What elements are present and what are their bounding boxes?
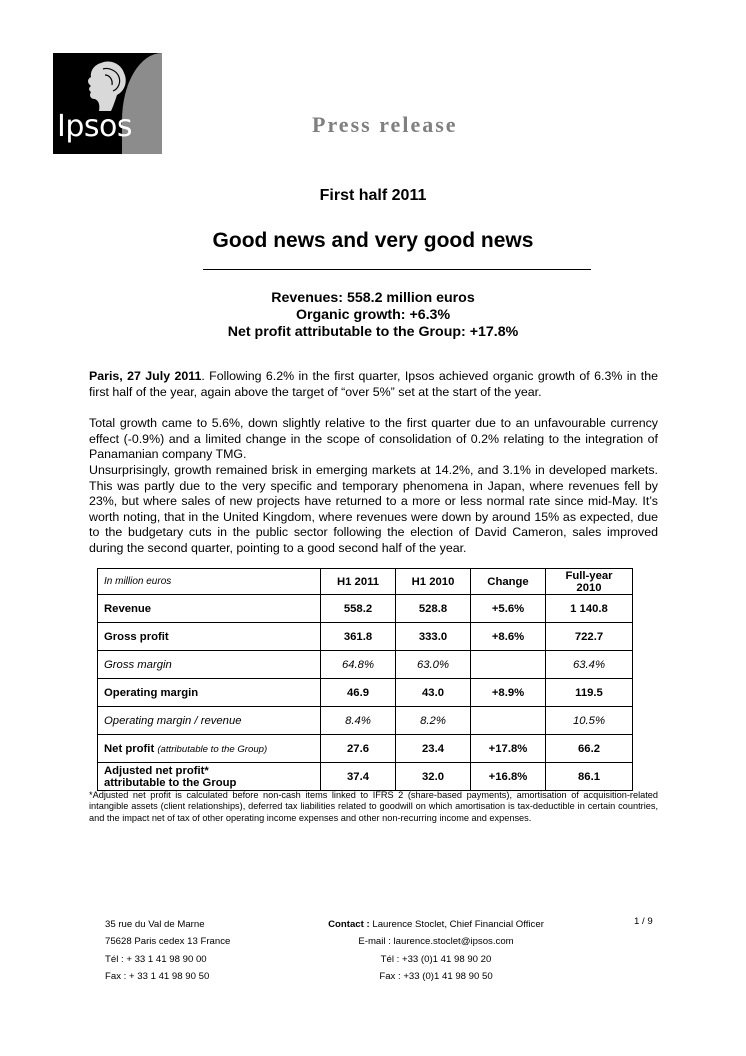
logo-wordmark: Ipsos <box>57 109 133 144</box>
paragraph-total-growth: Total growth came to 5.6%, down slightly relative to the first quarter due to an unfavourable currency effect (-0.9%) and a limited change in the scope of consolidation of 0.2% relating to the integration of Panamanian company TMG. <box>89 416 658 462</box>
contact-fax: Fax : +33 (0)1 41 98 90 50 <box>379 970 493 982</box>
table-row <box>98 651 633 679</box>
table-cell: +8.6% <box>471 623 546 651</box>
table-cell: 66.2 <box>546 735 633 763</box>
headline: Good news and very good news <box>212 229 534 252</box>
table-cell: 27.6 <box>321 735 396 763</box>
contact-tel: Tél : +33 (0)1 41 98 90 20 <box>380 953 492 965</box>
table-cell: 119.5 <box>546 679 633 707</box>
table-cell: +5.6% <box>471 595 546 623</box>
contact-email[interactable]: E-mail : laurence.stoclet@ipsos.com <box>358 936 514 948</box>
contact-line <box>300 916 572 933</box>
table-header-cell: H1 2010 <box>396 569 471 595</box>
address-line: Fax : + 33 1 41 98 90 50 <box>105 970 210 982</box>
table-cell: +16.8% <box>471 763 546 791</box>
table-cell: 32.0 <box>396 763 471 791</box>
table-cell: 86.1 <box>546 763 633 791</box>
table-cell: 361.8 <box>321 623 396 651</box>
table-cell: 63.4% <box>546 651 633 679</box>
table-footnote: *Adjusted net profit is calculated before non-cash items linked to IFRS 2 (share-based payments), amortisation of acquisition-related intangible assets (client relationships), deferred tax liabilities related to goodwill on which amortisation is tax-deductible in certain countries, and the impact net of tax of other operating income expenses and other non-recurring income and expenses. <box>89 790 658 823</box>
period-title: First half 2011 <box>319 187 427 204</box>
address-line: 75628 Paris cedex 13 France <box>105 936 231 948</box>
table-cell: 1 140.8 <box>546 595 633 623</box>
table-cell: 46.9 <box>321 679 396 707</box>
table-cell <box>471 651 546 679</box>
table-cell: +17.8% <box>471 735 546 763</box>
row-label: Operating margin <box>98 679 321 707</box>
table-row <box>98 707 633 735</box>
row-label-line2: attributable to the Group <box>104 776 237 789</box>
table-row <box>98 679 633 707</box>
financial-table <box>97 568 633 791</box>
row-label: Operating margin / revenue <box>98 707 321 735</box>
contact-label: Contact : <box>328 919 370 930</box>
table-cell: 23.4 <box>396 735 471 763</box>
table-row <box>98 763 633 791</box>
table-header-cell: H1 2011 <box>321 569 396 595</box>
table-header-cell: Change <box>471 569 546 595</box>
tree-head-icon <box>81 59 129 111</box>
table-cell: 37.4 <box>321 763 396 791</box>
address-line: 35 rue du Val de Marne <box>105 919 205 930</box>
table-cell: 43.0 <box>396 679 471 707</box>
title-divider <box>203 269 591 270</box>
table-cell: 63.0% <box>396 651 471 679</box>
row-label <box>98 763 321 791</box>
address-line: Tél : + 33 1 41 98 90 00 <box>105 953 207 965</box>
table-cell: 8.2% <box>396 707 471 735</box>
press-release-label: Press release <box>312 112 458 137</box>
table-header-cell: In million euros <box>98 569 321 595</box>
footer-contact <box>300 916 572 985</box>
table-row <box>98 595 633 623</box>
table-row <box>98 623 633 651</box>
table-cell: +8.9% <box>471 679 546 707</box>
row-label <box>98 735 321 763</box>
row-label: Gross profit <box>98 623 321 651</box>
page-number: 1 / 9 <box>634 916 653 927</box>
table-cell: 8.4% <box>321 707 396 735</box>
highlight-revenues: Revenues: 558.2 million euros <box>271 290 475 306</box>
paragraph-intro <box>89 369 658 400</box>
table-cell: 528.8 <box>396 595 471 623</box>
footer-address <box>105 916 230 985</box>
row-label-main: Net profit <box>104 742 155 755</box>
highlight-organic-growth: Organic growth: +6.3% <box>295 307 451 323</box>
intro-text: . Following 6.2% in the first quarter, Ipsos achieved organic growth of 6.3% in the first half of the year, again above the target of “over 5%” set at the start of the year. <box>89 369 658 399</box>
ipsos-logo <box>53 53 162 154</box>
table-cell: 558.2 <box>321 595 396 623</box>
table-cell: 722.7 <box>546 623 633 651</box>
row-label: Gross margin <box>98 651 321 679</box>
highlight-net-profit: Net profit attributable to the Group: +17.8% <box>227 324 519 340</box>
table-header-cell: Full-year 2010 <box>546 569 633 595</box>
row-label-note: (attributable to the Group) <box>157 743 268 755</box>
contact-name: Laurence Stoclet, Chief Financial Officer <box>369 919 544 930</box>
row-label-main: Adjusted net profit* <box>104 764 209 777</box>
paragraph-markets: Unsurprisingly, growth remained brisk in emerging markets at 14.2%, and 3.1% in developed markets. This was partly due to the very specific and temporary phenomena in Japan, where revenues fell by 23%, but where sales of new projects have returned to a more or less normal rate since mid-May. It’s worth noting, that in the United Kingdom, where revenues were down by around 15% as expected, due to the budgetary cuts in the public sector following the election of David Cameron, sales improved during the second quarter, pointing to a good second half of the year. <box>89 463 658 555</box>
row-label: Revenue <box>98 595 321 623</box>
table-header-row <box>98 569 633 595</box>
table-cell: 333.0 <box>396 623 471 651</box>
table-cell <box>471 707 546 735</box>
table-row <box>98 735 633 763</box>
dateline: Paris, 27 July 2011 <box>89 369 202 383</box>
table-cell: 10.5% <box>546 707 633 735</box>
table-cell: 64.8% <box>321 651 396 679</box>
